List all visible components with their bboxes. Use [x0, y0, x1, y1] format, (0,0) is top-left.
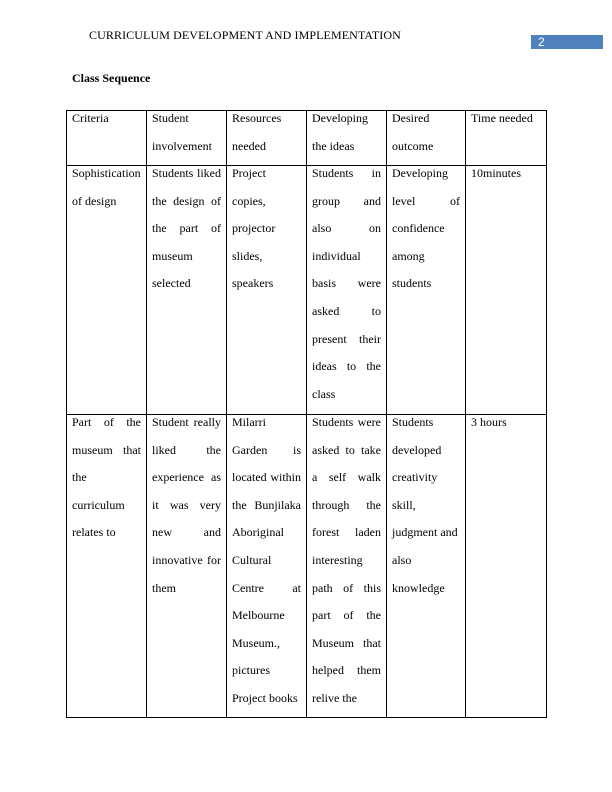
cell-time-needed: 10minutes — [466, 166, 547, 415]
table-row — [67, 166, 547, 415]
cell-developing-ideas: Students in group and also on individual basis were asked to present their ideas to the class — [307, 166, 387, 415]
cell-resources-needed: Milarri Garden is located within the Bunjilaka Aboriginal Cultural Centre at Melbourne Museum., pictures Project books — [227, 415, 307, 718]
cell-resources-needed: Project copies, projector slides, speakers — [227, 166, 307, 415]
cell-time-needed: 3 hours — [466, 415, 547, 718]
cell-desired-outcome: Students developed creativity skill, judgment and also knowledge — [387, 415, 466, 718]
section-title: Class Sequence — [72, 71, 151, 85]
running-header-title: CURRICULUM DEVELOPMENT AND IMPLEMENTATION — [89, 28, 401, 42]
class-sequence-table — [66, 110, 547, 718]
cell-developing-ideas: Students were asked to take a self walk through the forest laden interesting path of this part of the Museum that helped them relive the — [307, 415, 387, 718]
cell-criteria: Part of the museum that the curriculum relates to — [67, 415, 147, 718]
column-header-time-needed: Time needed — [466, 111, 547, 166]
table-header-row — [67, 111, 547, 166]
cell-student-involvement: Student really liked the experience as it was very new and innovative for them — [147, 415, 227, 718]
cell-criteria: Sophistication of design — [67, 166, 147, 415]
cell-desired-outcome: Developing level of confidence among students — [387, 166, 466, 415]
table-row — [67, 415, 547, 718]
column-header-developing-ideas: Developing the ideas — [307, 111, 387, 166]
column-header-criteria: Criteria — [67, 111, 147, 166]
column-header-resources-needed: Resources needed — [227, 111, 307, 166]
column-header-desired-outcome: Desired outcome — [387, 111, 466, 166]
cell-student-involvement: Students liked the design of the part of museum selected — [147, 166, 227, 415]
column-header-student-involvement: Student involvement — [147, 111, 227, 166]
page-number-badge: 2 — [531, 35, 603, 49]
